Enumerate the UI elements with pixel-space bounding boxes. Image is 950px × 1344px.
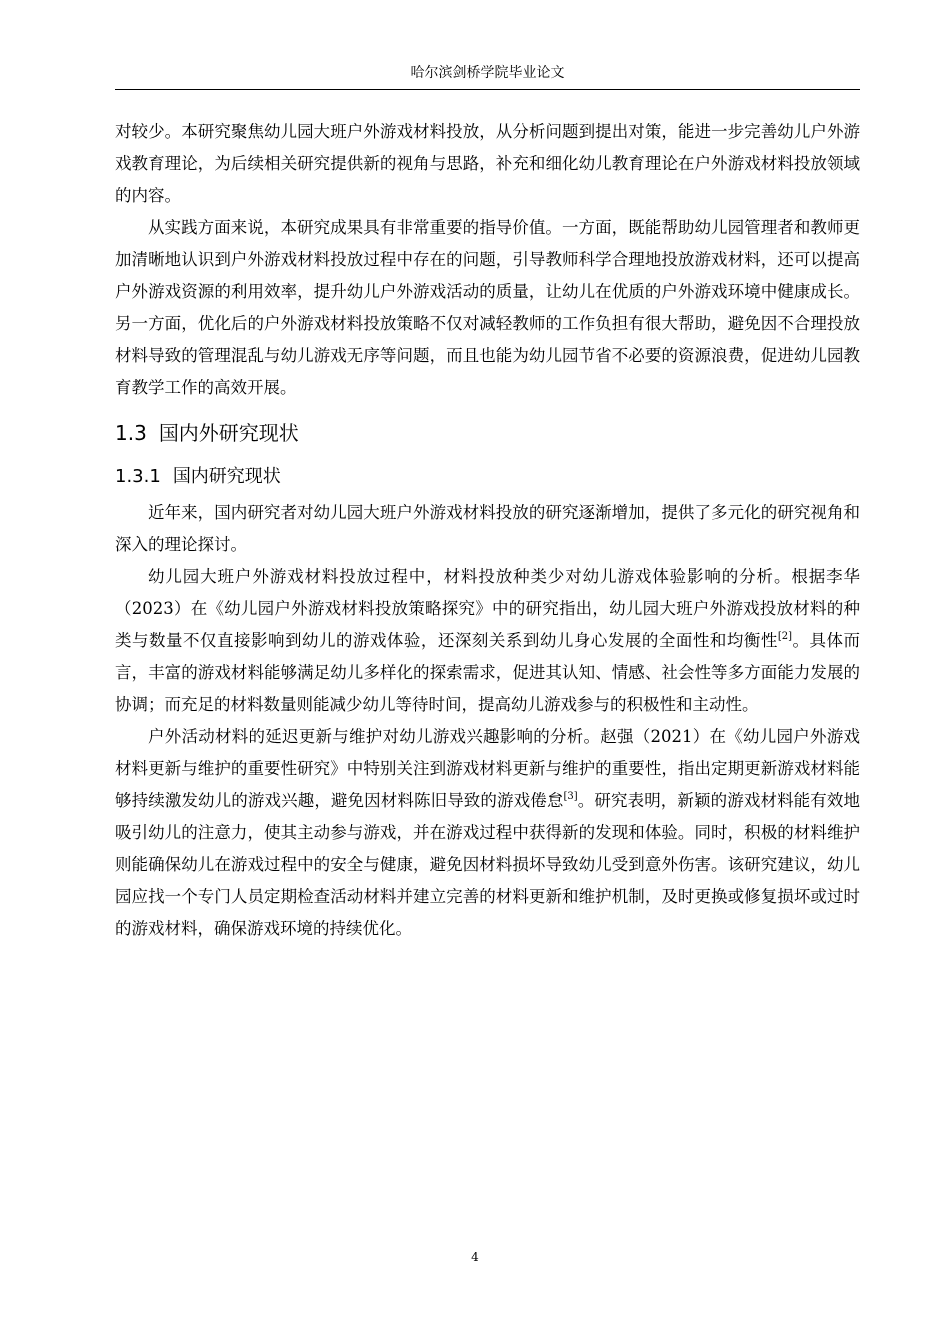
citation-reference: [3]	[563, 791, 578, 802]
body-paragraph	[115, 721, 860, 945]
paragraph-text: 。具体而言，丰富的游戏材料能够满足幼儿多样化的探索需求，促进其认知、情感、社会性等多方面能力发展的协调；而充足的材料数量则能减少幼儿等待时间，提高幼儿游戏参与的积极性和主动性。	[115, 631, 861, 714]
body-paragraph: 对较少。本研究聚焦幼儿园大班户外游戏材料投放，从分析问题到提出对策，能进一步完善幼儿户外游戏教育理论，为后续相关研究提供新的视角与思路，补充和细化幼儿教育理论在户外游戏材料投放领域的内容。	[115, 122, 860, 205]
section-number: 1.3	[115, 421, 147, 445]
body-paragraph: 近年来，国内研究者对幼儿园大班户外游戏材料投放的研究逐渐增加，提供了多元化的研究视角和深入的理论探讨。	[115, 503, 860, 554]
header-divider	[115, 89, 860, 90]
paragraph-text: 幼儿园大班户外游戏材料投放过程中，材料投放种类少对幼儿游戏体验影响的分析。根据李华（2023）在《幼儿园户外游戏材料投放策略探究》中的研究指出，幼儿园大班户外游戏投放材料的种类与数量不仅直接影响到幼儿的游戏体验，还深刻关系到幼儿身心发展的全面性和均衡性	[115, 567, 860, 650]
paragraph-text: 户外活动材料的延迟更新与维护对幼儿游戏兴趣影响的分析。赵强（2021）在《幼儿园户外游戏材料更新与维护的重要性研究》中特别关注到游戏材料更新与维护的重要性，指出定期更新游戏材料能够持续激发幼儿的游戏兴趣，避免因材料陈旧导致的游戏倦怠	[115, 727, 860, 810]
body-paragraph: 从实践方面来说，本研究成果具有非常重要的指导价值。一方面，既能帮助幼儿园管理者和教师更加清晰地认识到户外游戏材料投放过程中存在的问题，引导教师科学合理地投放游戏材料，还可以提高户外游戏资源的利用效率，提升幼儿户外游戏活动的质量，让幼儿在优质的户外游戏环境中健康成长。另一方面，优化后的户外游戏材料投放策略不仅对减轻教师的工作负担有很大帮助，避免因不合理投放材料导致的管理混乱与幼儿游戏无序等问题，而且也能为幼儿园节省不必要的资源浪费，促进幼儿园教育教学工作的高效开展。	[115, 218, 860, 397]
subsection-heading	[115, 457, 860, 497]
subsection-number: 1.3.1	[115, 466, 161, 487]
section-heading	[115, 413, 860, 453]
body-paragraph	[115, 561, 860, 721]
page-number: 4	[471, 1250, 479, 1264]
section-title: 国内外研究现状	[158, 421, 299, 445]
document-body	[115, 116, 860, 945]
paragraph-text: 。研究表明，新颖的游戏材料能有效地吸引幼儿的注意力，使其主动参与游戏，并在游戏过程中获得新的发现和体验。同时，积极的材料维护则能确保幼儿在游戏过程中的安全与健康，避免因材料损坏导致幼儿受到意外伤害。该研究建议，幼儿园应找一个专门人员定期检查活动材料并建立完善的材料更新和维护机制，及时更换或修复损坏或过时的游戏材料，确保游戏环境的持续优化。	[115, 791, 861, 938]
citation-reference: [2]	[777, 631, 793, 642]
running-header: 哈尔滨剑桥学院毕业论文	[410, 65, 565, 81]
subsection-title: 国内研究现状	[172, 466, 281, 487]
